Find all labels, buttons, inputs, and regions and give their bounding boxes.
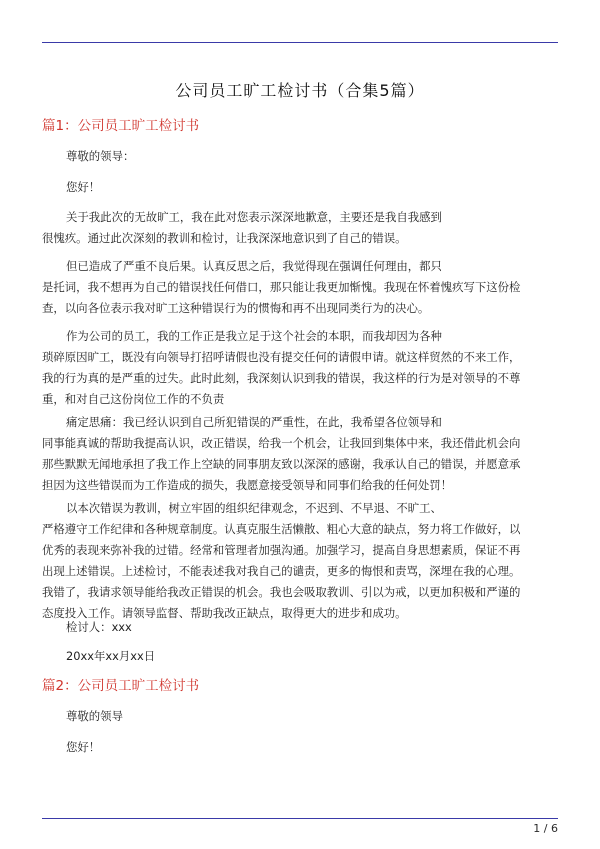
date [42, 646, 560, 667]
paragraph-line: 重，和对自己这份岗位工作的不负责 [42, 392, 225, 406]
salutation [42, 706, 560, 727]
greeting-text: 您好！ [66, 740, 101, 754]
paragraph-4 [42, 412, 560, 496]
paragraph-line: 严格遵守工作纪律和各种规章制度。认真克服生活懒散、粗心大意的缺点，努力将工作做好，以 [42, 522, 521, 536]
paragraph-3 [42, 326, 560, 410]
greeting [42, 737, 560, 758]
date-text: 20xx年xx月xx日 [66, 649, 156, 663]
greeting-text: 您好！ [66, 180, 101, 194]
paragraph-5 [42, 498, 560, 624]
paragraph-line: 作为公司的员工，我的工作正是我立足于这个社会的本职，而我却因为各种 [66, 329, 442, 343]
signer-text: 检讨人：xxx [66, 620, 132, 634]
paragraph-line: 优秀的表现来弥补我的过错。经常和管理者加强沟通。加强学习，提高自身思想素质，保证不再 [42, 543, 521, 557]
paragraph-line: 痛定思痛：我已经认识到自己所犯错误的严重性，在此，我希望各位领导和 [66, 415, 442, 429]
paragraph-line: 是托词，我不想再为自己的错误找任何借口，那只能让我更加惭愧。我现在怀着愧疚写下这份检 [42, 280, 521, 294]
salutation-text: 尊敬的领导 [66, 709, 123, 723]
paragraph-1 [42, 207, 560, 249]
paragraph-line: 态度投入工作。请领导监督、帮助我改正缺点，取得更大的进步和成功。 [42, 606, 407, 620]
paragraph-line: 很愧疚。通过此次深刻的教训和检讨，让我深深地意识到了自己的错误。 [42, 231, 407, 245]
paragraph-line: 那些默默无闻地承担了我工作上空缺的同事朋友致以深深的感谢，我承认自己的错误，并愿意承 [42, 457, 521, 471]
paragraph-line: 关于我此次的无故旷工，我在此对您表示深深地歉意，主要还是我自我感到 [66, 210, 442, 224]
paragraph-line: 担因为这些错误而为工作造成的损失，我愿意接受领导和同事们给我的任何处罚！ [42, 478, 453, 492]
paragraph-2 [42, 256, 560, 319]
salutation [42, 146, 560, 167]
greeting [42, 177, 560, 198]
paragraph-line: 查，以向各位表示我对旷工这种错误行为的惯悔和再不出现同类行为的决心。 [42, 301, 430, 315]
paragraph-line: 我的行为真的是严重的过失。此时此刻，我深刻认识到我的错误，我这样的行为是对领导的不尊 [42, 371, 521, 385]
section-heading-1: 篇1：公司员工旷工检讨书 [42, 118, 200, 134]
paragraph-line: 琐碎原因旷工，既没有向领导打招呼请假也没有提交任何的请假申请。就这样贸然的不来工作， [42, 350, 521, 364]
signer [42, 617, 560, 638]
paragraph-line: 我错了，我请求领导能给我改正错误的机会。我也会吸取教训、引以为戒，以更加积极和严谨的 [42, 585, 521, 599]
section-heading-2: 篇2：公司员工旷工检讨书 [42, 678, 200, 694]
salutation-text: 尊敬的领导： [66, 149, 135, 163]
document-title: 公司员工旷工检讨书（合集5篇） [175, 81, 425, 100]
paragraph-line: 但已造成了严重不良后果。认真反思之后，我觉得现在强调任何理由，都只 [66, 259, 442, 273]
page-indicator: 1 / 6 [533, 822, 558, 835]
paragraph-line: 出现上述错误。上述检讨，不能表述我对我自己的谴责，更多的悔恨和责骂，深埋在我的心理。 [42, 564, 521, 578]
header-rule [42, 42, 558, 43]
paragraph-line: 以本次错误为教训，树立牢固的组织纪律观念，不迟到、不早退、不旷工、 [66, 501, 442, 515]
paragraph-line: 同事能真诚的帮助我提高认识，改正错误，给我一个机会，让我回到集体中来，我还借此机会向 [42, 436, 521, 450]
footer-rule [42, 818, 558, 819]
